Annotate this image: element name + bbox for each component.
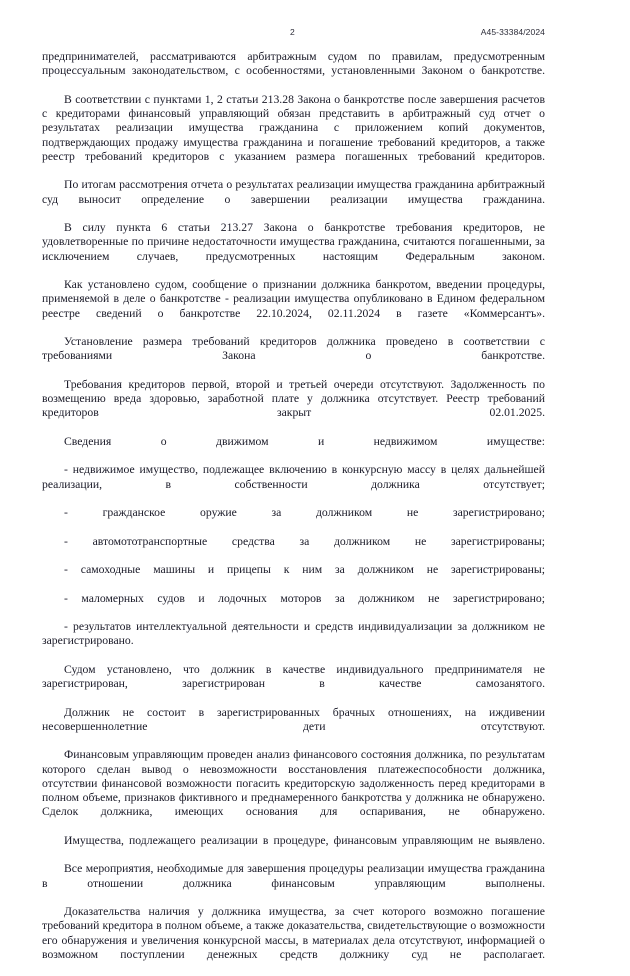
paragraph-publication-kommersant: Как установлено судом, сообщение о признании должника банкротом, введении процедуры, применяемой в деле о банкротстве - реализации имущества опубликовано в Едином федеральном реестре сведений о банкротстве 22.10.2024, 02.11.2024 в газете «Коммерсантъ». xyxy=(42,278,545,320)
paragraph-no-property-found: Имущества, подлежащего реализации в процедуре, финансовым управляющим не выявлено. xyxy=(64,833,545,847)
paragraph-no-evidence-of-property: Доказательства наличия у должника имущества, за счет которого возможно погашение требований кредитора в полном объеме, а также доказательства, свидетельствующие о возможности его обнаружения и увеличения конкурсной массы, в материалах дела отсутствуют, информацией о возможном поступлении денежных средств должнику суд не располагает. xyxy=(42,905,545,961)
list-item-self-propelled-machines: - самоходные машины и прицепы к ним за должником не зарегистрированы; xyxy=(64,563,545,576)
paragraph-creditor-claims-size: Установление размера требований кредиторов должника проведено в соответствии с требованиями Закона о банкротстве. xyxy=(42,335,545,363)
paragraph-financial-analysis: Финансовым управляющим проведен анализ финансового состояния должника, по результатам которого сделан вывод о невозможности восстановления платежеспособности должника, отсутствии финансовой возможности погасить кредиторскую задолженность перед кредиторами в полном объеме, признаков фиктивного и преднамеренного банкротства у должника не обнаружено. Сделок должника, имеющих основания для оспаривания, не обнаружено. xyxy=(42,748,545,819)
page-number: 2 xyxy=(290,27,295,37)
case-number: А45-33384/2024 xyxy=(480,27,545,37)
list-item-small-boats: - маломерных судов и лодочных моторов за должником не зарегистрировано; xyxy=(64,591,545,605)
paragraph-article-213-27: В силу пункта 6 статьи 213.27 Закона о банкротстве требования кредиторов, не удовлетворенные по причине недостаточности имущества гражданина, считаются погашенными, за исключением случаев, предусмотренных настоящим Федеральным законом. xyxy=(42,221,545,263)
list-item-real-estate: - недвижимое имущество, подлежащее включению в конкурсную массу в целях дальнейшей реализации, в собственности должника отсутствует; xyxy=(42,463,545,491)
paragraph-self-employed-status: Судом установлено, что должник в качестве индивидуального предпринимателя не зарегистрирован, зарегистрирован в качестве самозанятого. xyxy=(42,662,545,690)
paragraph-court-ruling-completion: По итогам рассмотрения отчета о результатах реализации имущества гражданина арбитражный суд выносит определение о завершении реализации имущества гражданина. xyxy=(42,178,545,206)
list-item-vehicles: - автомототранспортные средства за должником не зарегистрированы; xyxy=(64,534,545,548)
paragraph-marital-status: Должник не состоит в зарегистрированных брачных отношениях, на иждивении несовершеннолетние дети отсутствуют. xyxy=(42,705,545,733)
list-item-civil-weapons: - гражданское оружие за должником не зарегистрировано; xyxy=(64,506,545,519)
document-body xyxy=(42,50,545,976)
list-item-intellectual-property: - результатов интеллектуальной деятельности и средств индивидуализации за должником не зарегистрировано. xyxy=(42,620,545,648)
running-header xyxy=(42,27,545,41)
paragraph-entrepreneurs-rules: предпринимателей, рассматриваются арбитражным судом по правилам, предусмотренным процессуальным законодательством, с особенностями, установленными Законом о банкротстве. xyxy=(42,50,545,78)
paragraph-measures-completed: Все мероприятия, необходимые для завершения процедуры реализации имущества гражданина в отношении должника финансовым управляющим выполнены. xyxy=(42,862,545,890)
paragraph-article-213-28: В соответствии с пунктами 1, 2 статьи 213.28 Закона о банкротстве после завершения расчетов с кредиторами финансовый управляющий обязан представить в арбитражный суд отчет о результатах реализации имущества гражданина с приложением копий документов, подтверждающих продажу имущества гражданина и погашение требований кредиторов, а также реестр требований кредиторов с указанием размера погашенных требований кредиторов. xyxy=(42,92,545,163)
paragraph-property-info-heading: Сведения о движимом и недвижимом имуществе: xyxy=(64,434,545,448)
paragraph-queues-absent: Требования кредиторов первой, второй и третьей очереди отсутствуют. Задолженность по возмещению вреда здоровью, заработной плате у должника отсутствует. Реестр требований кредиторов закрыт 02.01.2025. xyxy=(42,377,545,420)
